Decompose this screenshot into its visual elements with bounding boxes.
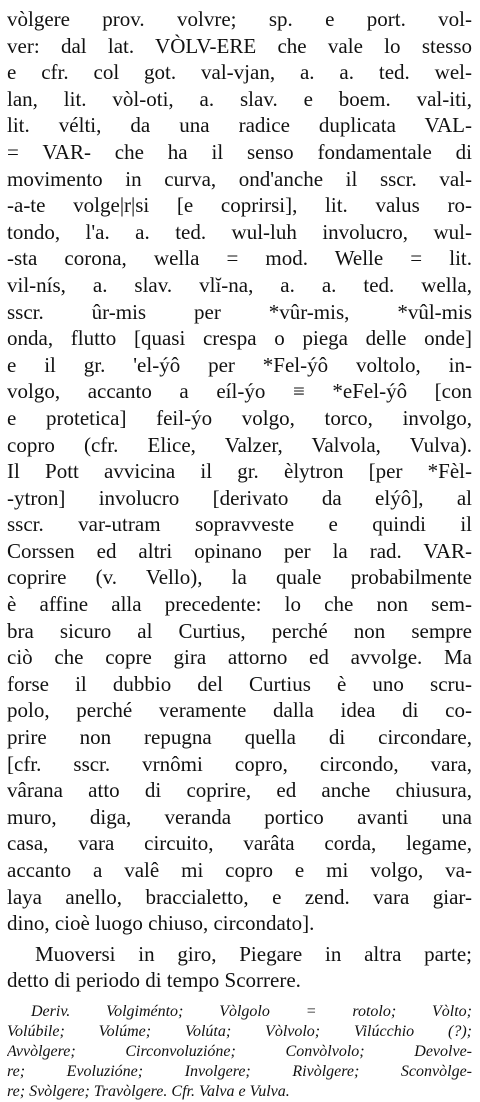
entry-line: movimento in curva, ond'anche il sscr. val-: [7, 166, 472, 191]
entry-line: forse il dubbio del Curtius è uno scru-: [7, 671, 472, 696]
derivatives-paragraph: [7, 1002, 472, 1102]
entry-line: volgo, accanto a eíl-ýo ≡ *eFel-ýô [con: [7, 379, 472, 404]
entry-line: dino, cioè luogo chiuso, circondato].: [7, 911, 315, 936]
entry-line: vòlgere prov. volvre; sp. e port. vol-: [7, 7, 472, 31]
entry-line: Il Pott avvicina il gr. èlytron [per *Fèl-: [7, 459, 472, 484]
entry-line: muro, diga, veranda portico avanti una: [7, 804, 472, 829]
entry-line: [cfr. sscr. vrnômi copro, circondo, vara,: [7, 751, 472, 776]
entry-line: prire non repugna quella di circondare,: [7, 725, 472, 750]
entry-line: vil-nís, a. slav. vlĭ-na, a. a. ted. wella,: [7, 272, 472, 297]
definition-line: Muoversi in giro, Piegare in altra parte;: [35, 941, 472, 966]
entry-line: è affine alla precedente: lo che non sem-: [7, 592, 472, 617]
entry-line: = VAR- che ha il senso fondamentale di: [7, 139, 472, 164]
entry-line: laya anello, braccialetto, e zend. vara giar-: [7, 884, 472, 909]
entry-line: -a-te volge|r|si [e coprirsi], lit. valus ro-: [7, 193, 472, 218]
entry-line: lan, lit. vòl-oti, a. slav. e boem. val-iti,: [7, 86, 472, 111]
entry-line: onda, flutto [quasi crespa o piega delle onde]: [7, 326, 472, 351]
derivatives-line: Deriv. Volgiménto; Vòlgolo = rotolo; Vòlto;: [31, 1002, 472, 1020]
definition-line: detto di periodo di tempo Scorrere.: [7, 968, 301, 993]
entry-line: polo, perché veramente dalla idea di co-: [7, 698, 472, 723]
entry-line: casa, vara circuito, varâta corda, legame,: [7, 831, 472, 856]
entry-line: accanto a valê mi copro e mi volgo, va-: [7, 858, 472, 882]
entry-line: -sta corona, wella = mod. Welle = lit.: [7, 246, 472, 271]
entry-line: coprire (v. Vello), la quale probabilmente: [7, 565, 472, 590]
definition-paragraph: [7, 941, 472, 994]
etymology-entry: [7, 6, 472, 937]
entry-line: tondo, l'a. a. ted. wul-luh involucro, wul-: [7, 219, 472, 244]
entry-line: sscr. ûr-mis per *vûr-mis, *vûl-mis: [7, 299, 472, 324]
derivatives-line: Volúbile; Volúme; Volúta; Vòlvolo; Vilúcchio (?);: [7, 1022, 472, 1040]
entry-line: ver: dal lat. VÒLV-ERE che vale lo stesso: [7, 33, 472, 58]
entry-line: e il gr. 'el-ýô per *Fel-ýô voltolo, in-: [7, 352, 472, 377]
entry-line: copro (cfr. Elice, Valzer, Valvola, Vulva).: [7, 432, 472, 457]
entry-line: ciò che copre gira attorno ed avvolge. Ma: [7, 645, 472, 670]
entry-line: Corssen ed altri opinano per la rad. VAR-: [7, 538, 472, 563]
entry-line: bra sicuro al Curtius, perché non sempre: [7, 618, 472, 643]
entry-line: sscr. var-utram sopravveste e quindi il: [7, 512, 472, 537]
derivatives-line: re; Svòlgere; Travòlgere. Cfr. Valva e Vulva.: [7, 1082, 290, 1100]
entry-line: e protetica] feil-ýo volgo, torco, involgo,: [7, 405, 472, 430]
entry-line: -ytron] involucro [derivato da elýô], al: [7, 485, 472, 510]
entry-line: e cfr. col got. val-vjan, a. a. ted. wel-: [7, 60, 472, 85]
entry-line: vârana atto di coprire, ed anche chiusura,: [7, 778, 472, 803]
derivatives-line: re; Evoluzióne; Involgere; Rivòlgere; Sconvòlge-: [7, 1062, 472, 1080]
entry-line: lit. vélti, da una radice duplicata VAL-: [7, 113, 472, 138]
derivatives-line: Avvòlgere; Circonvoluzióne; Convòlvolo; Devolve-: [7, 1042, 472, 1060]
